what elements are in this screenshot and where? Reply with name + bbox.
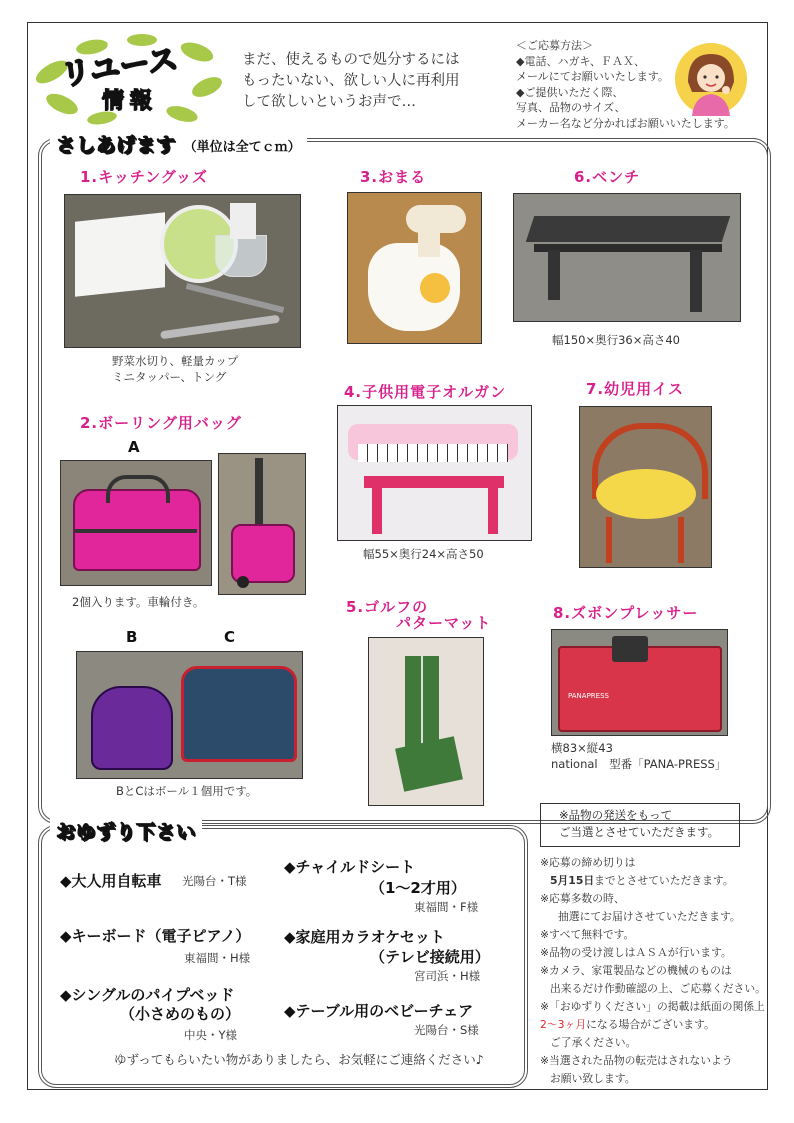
item-title: 3.おまる xyxy=(360,168,427,186)
item-title: 1.キッチングッズ xyxy=(80,168,209,186)
months-suffix: になる場合がございます。 xyxy=(586,1018,715,1031)
request-item-detail: （テレビ接続用） xyxy=(370,948,490,966)
kids-chair-photo xyxy=(579,406,712,568)
caption-line: 野菜水切り、軽量カップ xyxy=(112,354,239,368)
bowling-bag-a-photo xyxy=(60,460,212,586)
bag-label-c: C xyxy=(224,628,236,646)
want-section-title xyxy=(50,817,202,844)
apply-line: 写真、品物のサイズ、 xyxy=(516,101,626,114)
putter-mat-photo xyxy=(368,637,484,806)
organ-caption: 幅55×奥行24×高さ50 xyxy=(363,547,484,561)
item-title: 2.ボーリング用バッグ xyxy=(80,414,242,432)
item-title: 4.子供用電子オルガン xyxy=(344,383,507,401)
rule-line: 抽選にてお届けさせていただきます。 xyxy=(558,910,741,923)
rule-line: ※「おゆずりください」の掲載は紙面の関係上 xyxy=(540,1000,765,1013)
request-item: ◆チャイルドシート xyxy=(284,858,416,876)
item-title: 7.幼児用イス xyxy=(586,380,684,398)
unit-note: （単位は全てｃｍ） xyxy=(183,140,301,155)
item-title: パターマット xyxy=(396,614,492,632)
rule-line: 出来るだけ作動確認の上、ご応募ください。 xyxy=(550,982,766,995)
rule-line: ご了承ください。 xyxy=(550,1036,637,1049)
rule-line-months xyxy=(540,1016,770,1034)
rule-line: ※応募多数の時、 xyxy=(540,892,625,905)
months-highlight: 2～3ヶ月 xyxy=(540,1018,587,1031)
want-title-text: おゆずり下さい xyxy=(56,821,197,843)
operator-avatar xyxy=(674,42,748,116)
rule-line: お願い致します。 xyxy=(550,1072,636,1085)
apply-line: ＜ご応募方法＞ xyxy=(516,39,593,52)
shipping-notice xyxy=(540,803,740,847)
caption-line: 横83×縦43 xyxy=(551,741,613,755)
kitchen-caption xyxy=(112,353,238,385)
bag-label-b: B xyxy=(126,628,138,646)
item-title: 8.ズボンプレッサー xyxy=(553,604,699,622)
trouser-press-caption xyxy=(551,740,726,772)
caption-line: national 型番「PANA-PRESS」 xyxy=(551,757,727,771)
give-title-text: さしあげます xyxy=(56,134,177,156)
notice-line: ご当選とさせていただきます。 xyxy=(559,825,720,839)
bowling-caption-bc: BとCはボール１個用です。 xyxy=(116,784,258,798)
rule-line: ※応募の締め切りは xyxy=(540,856,636,869)
logo-text-info: 情報 xyxy=(102,89,159,114)
bowling-bags-bc-photo xyxy=(76,651,303,779)
trouser-press-photo xyxy=(551,629,728,736)
bench-caption: 幅150×奥行36×高さ40 xyxy=(552,333,680,347)
bench-photo xyxy=(513,193,741,322)
give-section-title xyxy=(50,130,307,157)
request-item: ◆大人用自転車 xyxy=(60,872,162,890)
rules-list xyxy=(540,854,770,1088)
intro-text xyxy=(242,50,512,113)
rule-line: ※品物の受け渡しはＡＳＡが行います。 xyxy=(540,946,732,959)
rule-line: ※すべて無料です。 xyxy=(540,928,635,941)
bowling-caption-a: 2個入ります。車輪付き。 xyxy=(72,595,205,609)
toy-organ-photo xyxy=(337,405,532,541)
request-item: ◆家庭用カラオケセット xyxy=(284,928,445,946)
request-item-detail: （小さめのもの） xyxy=(120,1005,241,1023)
apply-line: ◆ご提供いただく際、 xyxy=(516,85,624,99)
bag-label-a: A xyxy=(128,438,140,456)
device-brand-text: PANAPRESS xyxy=(568,692,609,700)
requester: 中央・Y様 xyxy=(184,1028,238,1042)
request-item: ◆シングルのパイプベッド xyxy=(60,986,235,1004)
apply-line: メールにてお願いいたします。 xyxy=(516,70,669,83)
rule-line-deadline xyxy=(540,872,770,890)
requester: 東福間・H様 xyxy=(184,951,251,965)
kitchen-goods-photo xyxy=(64,194,301,348)
rule-line: ※カメラ、家電製品などの機械のものは xyxy=(540,964,732,977)
item-title: 6.ベンチ xyxy=(574,168,641,186)
requester: 東福間・F様 xyxy=(414,900,479,914)
item-title: 5.ゴルフの xyxy=(346,598,429,616)
request-item: ◆テーブル用のベビーチェア xyxy=(284,1002,474,1020)
requester: 光陽台・S様 xyxy=(414,1023,479,1037)
bowling-bag-a-rolling-photo xyxy=(218,453,306,595)
apply-line: メーカー名など分かればお願いいたします。 xyxy=(516,116,735,130)
caption-line: ミニタッパー、トング xyxy=(112,370,227,384)
apply-line: ◆電話、ハガキ、ＦＡＸ、 xyxy=(516,54,646,68)
request-item: ◆キーボード（電子ピアノ） xyxy=(60,927,251,945)
deadline-suffix: までとさせていただきます。 xyxy=(594,874,734,887)
intro-line: もったいない、欲しい人に再利用 xyxy=(242,73,460,89)
rule-line: ※当選された品物の転売はされないよう xyxy=(540,1054,733,1067)
request-item-detail: （1～2才用） xyxy=(370,879,466,897)
reuse-info-logo xyxy=(32,32,222,126)
intro-line: まだ、使えるもので処分するには xyxy=(242,52,460,68)
want-footer: ゆずってもらいたい物がありましたら、お気軽にご連絡ください♪ xyxy=(114,1052,484,1067)
logo-text-reuse: リユース xyxy=(58,41,181,94)
potty-photo xyxy=(347,192,482,344)
requester: 宮司浜・H様 xyxy=(414,969,481,983)
deadline: 5月15日 xyxy=(550,874,595,887)
intro-line: して欲しいというお声で… xyxy=(242,94,416,110)
notice-line: ※品物の発送をもって xyxy=(559,808,673,822)
requester: 光陽台・T様 xyxy=(182,874,247,888)
